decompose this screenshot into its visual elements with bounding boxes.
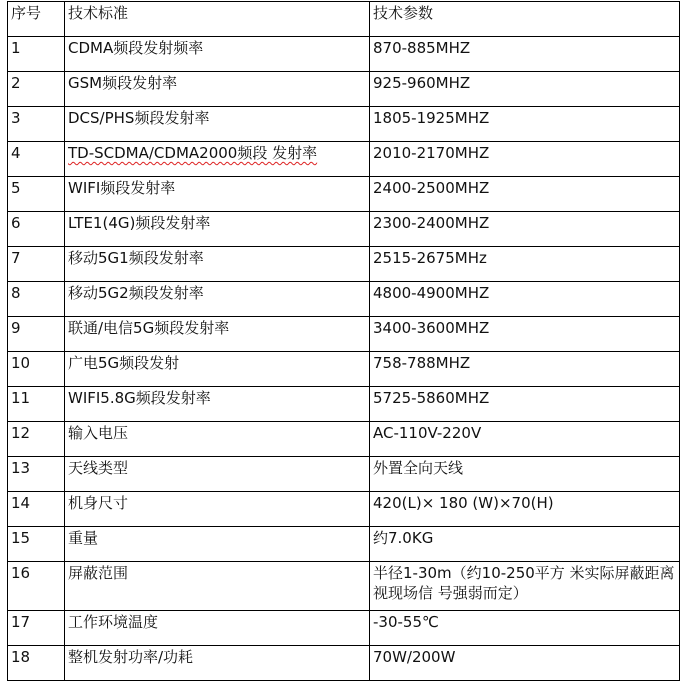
- row-value: 2010-2170MHZ: [370, 142, 680, 177]
- row-standard: 工作环境温度: [65, 611, 370, 646]
- row-standard: 广电5G频段发射: [65, 352, 370, 387]
- table-row: [8, 107, 680, 142]
- row-no: 7: [8, 247, 65, 282]
- row-standard: 移动5G2频段发射率: [65, 282, 370, 317]
- table-row: [8, 527, 680, 562]
- row-standard: LTE1(4G)频段发射率: [65, 212, 370, 247]
- row-no: 12: [8, 422, 65, 457]
- row-standard: 输入电压: [65, 422, 370, 457]
- row-value: 2400-2500MHZ: [370, 177, 680, 212]
- row-no: 2: [8, 72, 65, 107]
- row-standard: CDMA频段发射频率: [65, 37, 370, 72]
- row-value: 3400-3600MHZ: [370, 317, 680, 352]
- row-value: 外置全向天线: [370, 457, 680, 492]
- row-value: 870-885MHZ: [370, 37, 680, 72]
- row-no: 17: [8, 611, 65, 646]
- table-row: [8, 646, 680, 681]
- row-no: 4: [8, 142, 65, 177]
- row-no: 10: [8, 352, 65, 387]
- row-standard: 重量: [65, 527, 370, 562]
- table-row: [8, 352, 680, 387]
- table-row: [8, 492, 680, 527]
- row-value: 2515-2675MHz: [370, 247, 680, 282]
- row-no: 16: [8, 562, 65, 611]
- row-standard: GSM频段发射率: [65, 72, 370, 107]
- row-value: 1805-1925MHZ: [370, 107, 680, 142]
- row-standard: DCS/PHS频段发射率: [65, 107, 370, 142]
- row-value: 70W/200W: [370, 646, 680, 681]
- row-value: 5725-5860MHZ: [370, 387, 680, 422]
- table-row: [8, 422, 680, 457]
- row-standard: 移动5G1频段发射率: [65, 247, 370, 282]
- row-value: 758-788MHZ: [370, 352, 680, 387]
- row-no: 5: [8, 177, 65, 212]
- table-row: [8, 142, 680, 177]
- table-row: [8, 72, 680, 107]
- row-no: 1: [8, 37, 65, 72]
- row-standard: 联通/电信5G频段发射率: [65, 317, 370, 352]
- row-standard: 机身尺寸: [65, 492, 370, 527]
- table-row: [8, 317, 680, 352]
- row-value: 2300-2400MHZ: [370, 212, 680, 247]
- row-no: 18: [8, 646, 65, 681]
- row-value: 925-960MHZ: [370, 72, 680, 107]
- table-row: [8, 562, 680, 611]
- table-row: [8, 611, 680, 646]
- table-header-row: [8, 2, 680, 37]
- row-no: 6: [8, 212, 65, 247]
- row-standard: 整机发射功率/功耗: [65, 646, 370, 681]
- row-no: 3: [8, 107, 65, 142]
- row-value: -30-55℃: [370, 611, 680, 646]
- row-value: 约7.0KG: [370, 527, 680, 562]
- table-row: [8, 212, 680, 247]
- row-no: 8: [8, 282, 65, 317]
- row-no: 14: [8, 492, 65, 527]
- row-no: 13: [8, 457, 65, 492]
- row-value: 4800-4900MHZ: [370, 282, 680, 317]
- row-value: 420(L)× 180 (W)×70(H): [370, 492, 680, 527]
- row-no: 9: [8, 317, 65, 352]
- row-no: 11: [8, 387, 65, 422]
- table-row: [8, 37, 680, 72]
- table-row: [8, 457, 680, 492]
- spec-table: [7, 1, 680, 681]
- row-standard-text: TD-SCDMA/CDMA2000频段 发射率: [68, 144, 318, 162]
- header-standard: 技术标准: [65, 2, 370, 37]
- row-standard: [65, 142, 370, 177]
- row-value: 半径1-30m（约10-250平方 米实际屏蔽距离视现场信 号强弱而定）: [370, 562, 680, 611]
- header-value: 技术参数: [370, 2, 680, 37]
- row-standard: 屏蔽范围: [65, 562, 370, 611]
- row-standard: WIFI5.8G频段发射率: [65, 387, 370, 422]
- row-no: 15: [8, 527, 65, 562]
- table-row: [8, 177, 680, 212]
- row-standard: 天线类型: [65, 457, 370, 492]
- table-row: [8, 247, 680, 282]
- table-row: [8, 387, 680, 422]
- table-row: [8, 282, 680, 317]
- row-standard: WIFI频段发射率: [65, 177, 370, 212]
- header-no: 序号: [8, 2, 65, 37]
- row-value: AC-110V-220V: [370, 422, 680, 457]
